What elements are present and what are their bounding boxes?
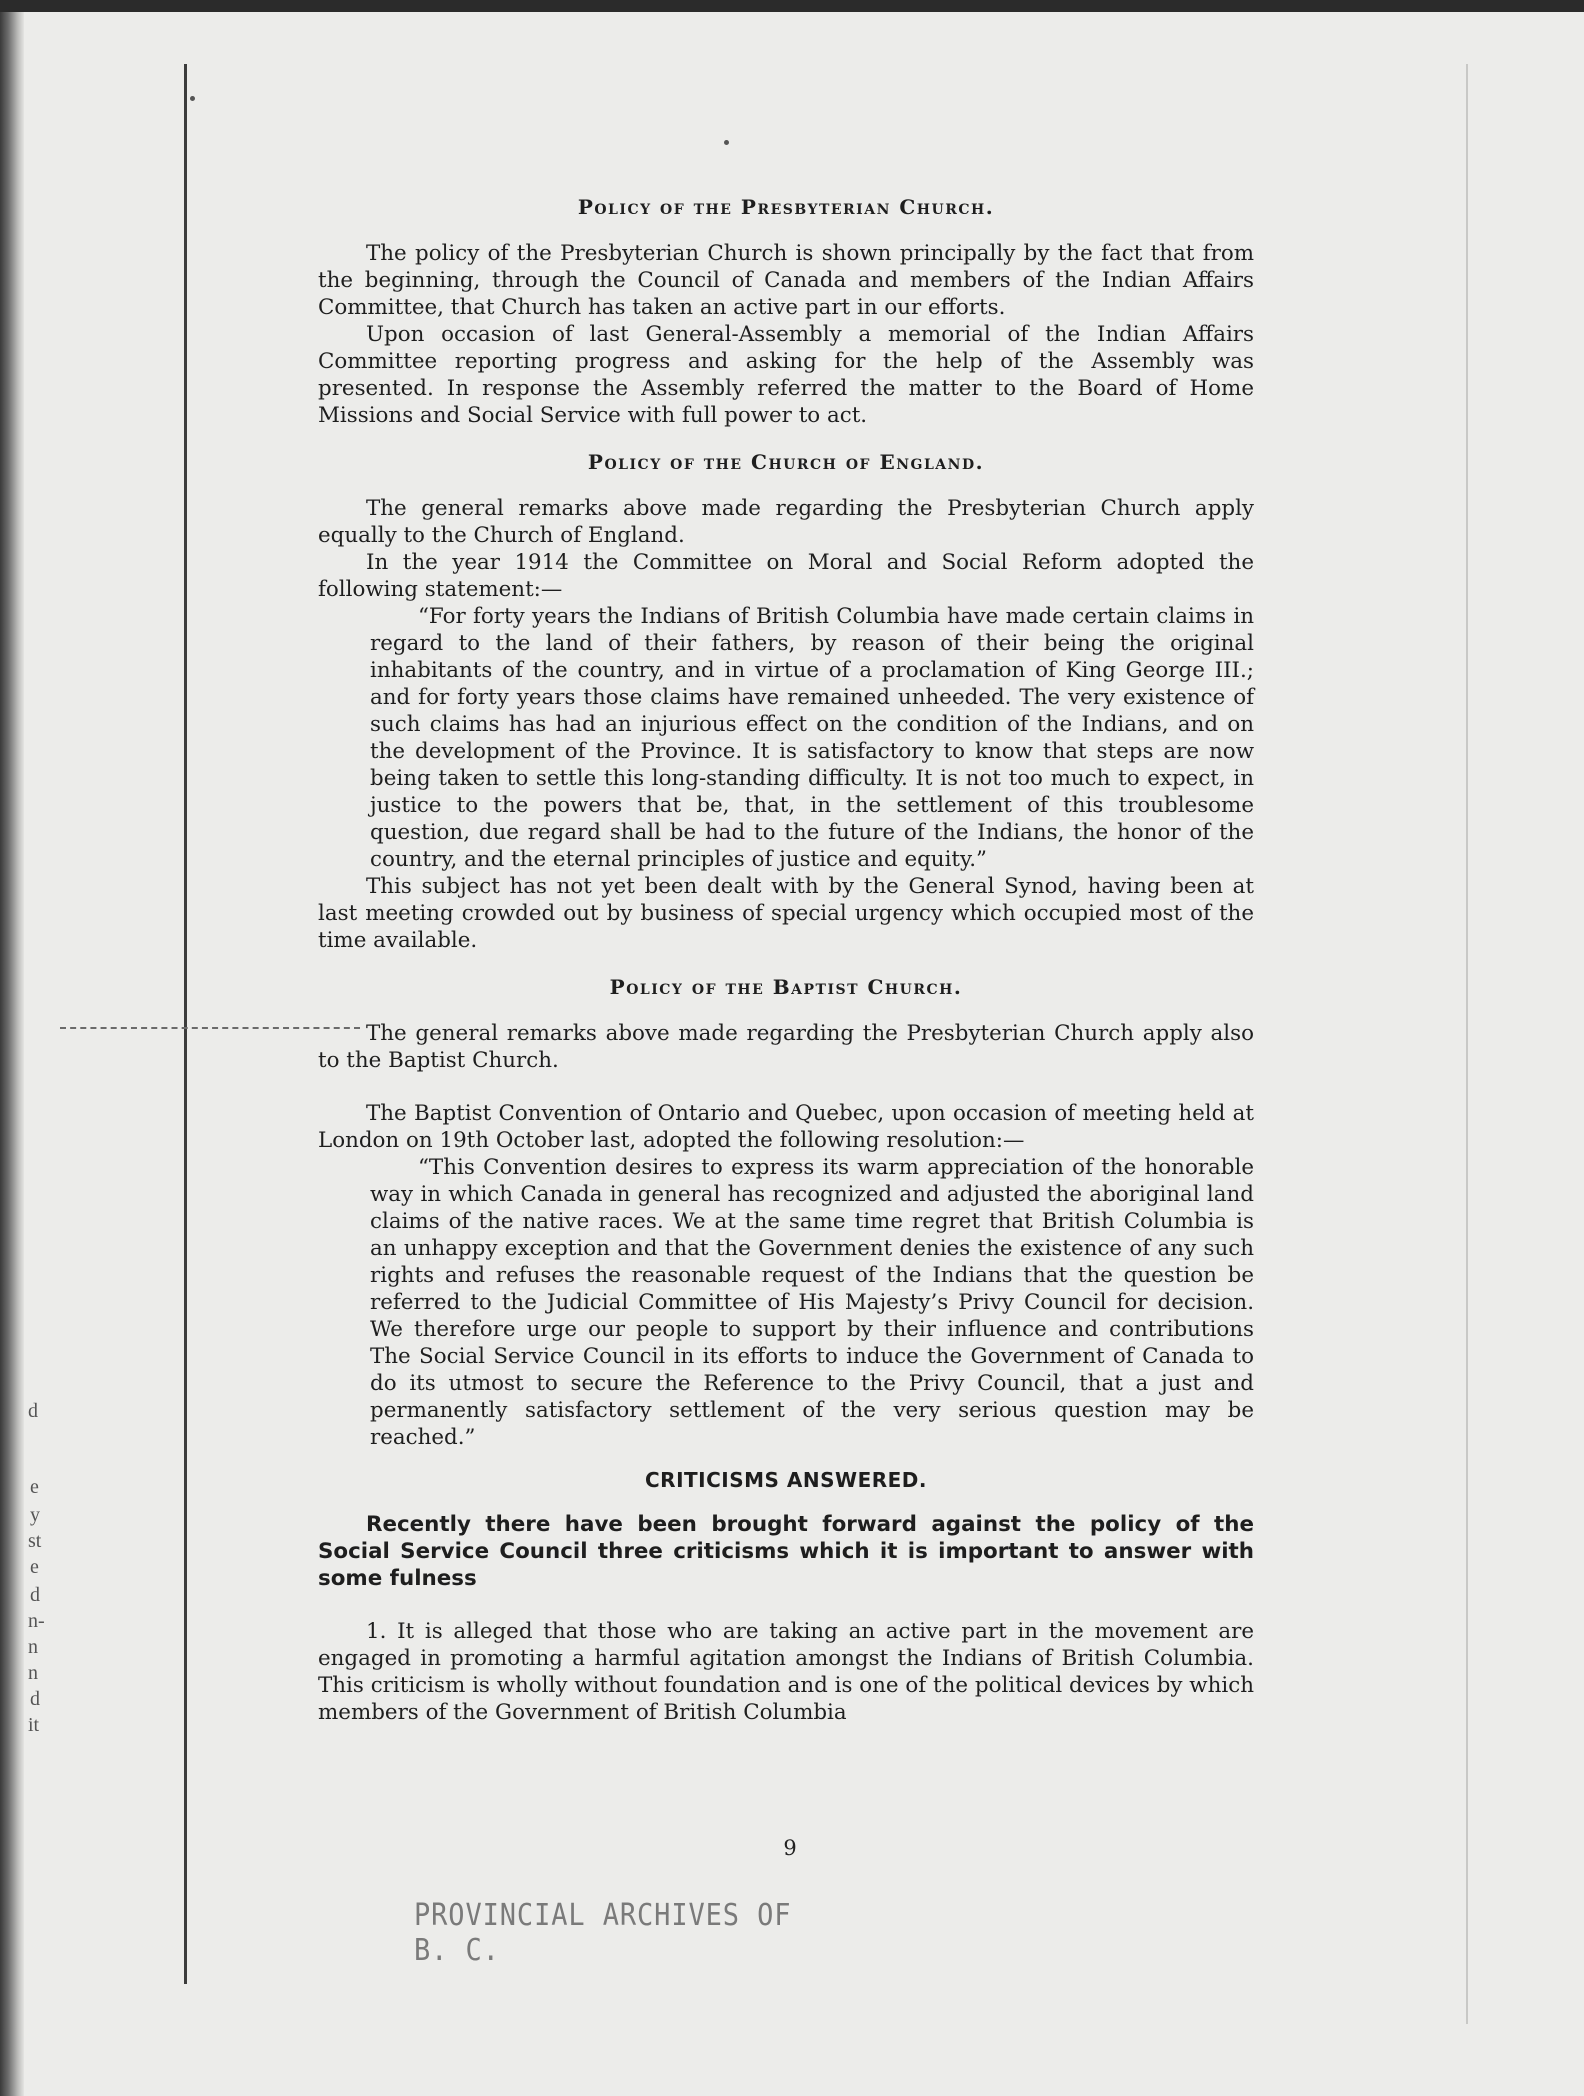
- paragraph: The Baptist Convention of Ontario and Quebec, upon occasion of meeting held at London on 19th October last, adopted the following resolution:—: [318, 1101, 1254, 1153]
- dashed-fold-line: [60, 1027, 360, 1029]
- paragraph: The general remarks above made regarding the Presbyterian Church apply equally to the Church of England.: [318, 496, 1254, 548]
- left-margin-rule: [184, 64, 187, 1984]
- margin-fragment: e: [30, 1476, 39, 1498]
- paragraph: In the year 1914 the Committee on Moral and Social Reform adopted the following statement:—: [318, 550, 1254, 602]
- margin-fragment: d: [28, 1400, 38, 1422]
- paragraph: Upon occasion of last General-Assembly a memorial of the Indian Affairs Committee reporting progress and asking for the help of the Assembly was presented. In response the Assembly referred the matter to the Board of Home Missions and Social Service with full power to act.: [318, 322, 1254, 428]
- paragraph: The policy of the Presbyterian Church is shown principally by the fact that from the beginning, through the Council of Canada and members of the Indian Affairs Committee, that Church has taken an active part in our efforts.: [318, 241, 1254, 320]
- margin-fragment: y: [30, 1504, 40, 1526]
- speck: [190, 96, 195, 101]
- section-heading-presbyterian: Policy of the Presbyterian Church.: [577, 195, 995, 219]
- page-body: [318, 190, 1254, 1726]
- margin-fragment: n: [28, 1662, 38, 1684]
- margin-fragment: d: [30, 1688, 40, 1710]
- margin-fragment: e: [30, 1556, 39, 1578]
- right-margin-rule: [1466, 64, 1468, 2024]
- quoted-resolution: “This Convention desires to express its warm appreciation of the honorable way in which Canada in general has recognized and adjusted the aboriginal land claims of the native races. We at the same time regret that British Columbia is an unhappy exception and that the Government denies the existence of any such rights and refuses the reasonable request of the Indians that the question be referred to the Judicial Committee of His Majesty’s Privy Council for decision. We therefore urge our people to support by their influence and contributions The Social Service Council in its efforts to induce the Government of Canada to do its utmost to secure the Reference to the Privy Council, that a just and permanently satisfactory settlement of the very serious question may be reached.”: [370, 1155, 1254, 1450]
- section-heading-church-of-england: Policy of the Church of England.: [587, 450, 985, 474]
- criticism-item-1: 1. It is alleged that those who are taking an active part in the movement are engaged in promoting a harmful agitation amongst the Indians of British Columbia. This criticism is wholly without foundation and is one of the political devices by which members of the Government of British Columbia: [318, 1619, 1254, 1725]
- margin-fragment: st: [28, 1530, 42, 1552]
- margin-fragment: n: [28, 1636, 38, 1658]
- section-heading-criticisms: CRITICISMS ANSWERED.: [644, 1468, 927, 1492]
- margin-fragment: n-: [28, 1610, 45, 1632]
- quoted-statement: “For forty years the Indians of British Columbia have made certain claims in regard to the land of their fathers, by reason of their being the original inhabitants of the country, and in virtue of a proclamation of King George III.; and for forty years those claims have remained unheeded. The very existence of such claims has had an injurious effect on the condition of the Indians, and on the development of the Province. It is satisfactory to know that steps are now being taken to settle this long-standing difficulty. It is not too much to expect, in justice to the powers that be, that, in the settlement of this troublesome question, due regard shall be had to the future of the Indians, the honor of the country, and the eternal principles of justice and equity.”: [370, 604, 1254, 872]
- section-heading-baptist: Policy of the Baptist Church.: [609, 975, 963, 999]
- paragraph: The general remarks above made regarding the Presbyterian Church apply also to the Baptist Church.: [318, 1021, 1254, 1073]
- page-number: 9: [783, 1836, 797, 1860]
- paragraph: This subject has not yet been dealt with by the General Synod, having been at last meeting crowded out by business of special urgency which occupied most of the time available.: [318, 874, 1254, 953]
- scan-top-border: [0, 0, 1584, 12]
- adjacent-page-edge: [0, 12, 24, 2096]
- speck: [724, 140, 729, 145]
- archive-stamp: PROVINCIAL ARCHIVES OF B. C.: [414, 1898, 792, 1968]
- margin-fragment: it: [28, 1714, 40, 1736]
- margin-fragment: d: [30, 1584, 40, 1606]
- criticisms-intro: Recently there have been brought forward against the policy of the Social Service Council three criticisms which it is important to answer with some fulness: [318, 1512, 1254, 1591]
